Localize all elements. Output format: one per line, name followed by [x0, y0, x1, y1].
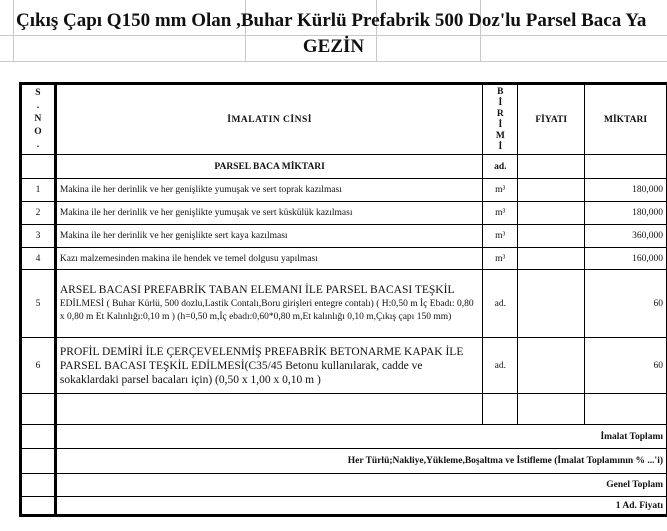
row-quantity: 60 — [585, 270, 667, 338]
table-row — [21, 270, 667, 338]
footer-adet-fiyati: 1 Ad. Fiyatı — [55, 497, 666, 516]
footer-row — [21, 425, 667, 449]
row-description: Makina ile her derinlik ve her genişlikte yumuşak ve sert küskülük kazılması — [55, 202, 482, 225]
footer-row — [21, 497, 667, 516]
table-header-row — [21, 84, 667, 155]
column-header-imalat: İMALATIN CİNSİ — [55, 84, 482, 155]
row-number: 2 — [21, 202, 56, 225]
footer-imalat-toplami: İmalat Toplamı — [55, 425, 666, 449]
document-title: Çıkış Çapı Q150 mm Olan ,Buhar Kürlü Prefabrik 500 Doz'lu Parsel Baca Ya — [16, 10, 647, 31]
row-number: 1 — [21, 179, 56, 202]
document-title-continued: GEZİN — [302, 36, 365, 57]
footer-row — [21, 474, 667, 497]
row-unit: m³ — [483, 179, 518, 202]
row-number: 3 — [21, 225, 56, 248]
row-quantity: 360,000 — [585, 225, 667, 248]
column-header-miktar: MİKTARI — [585, 84, 667, 155]
table-row — [21, 202, 667, 225]
footer-genel-toplam: Genel Toplam — [55, 474, 666, 497]
document-header — [0, 0, 667, 62]
column-header-birim: B İ R İ M İ — [483, 84, 518, 155]
subheader-row — [21, 155, 667, 179]
subheader-unit: ad. — [483, 155, 518, 179]
table-row-empty — [21, 394, 667, 425]
row-description-heading: ARSEL BACASI PREFABRİK TABAN ELEMANI İLE PARSEL BACASI TEŞKİL — [59, 284, 455, 296]
row-unit: m³ — [483, 225, 518, 248]
table-row — [21, 248, 667, 270]
cost-table — [19, 82, 667, 517]
row-price — [518, 248, 585, 270]
row-quantity: 60 — [585, 338, 667, 394]
row-price — [518, 270, 585, 338]
column-header-sno: S . N O . — [21, 84, 56, 155]
footer-row — [21, 449, 667, 474]
row-number: 6 — [21, 338, 56, 394]
row-description: Makina ile her derinlik ve her genişlikte sert kaya kazılması — [55, 225, 482, 248]
column-header-fiyat: FİYATI — [518, 84, 585, 155]
row-quantity: 180,000 — [585, 202, 667, 225]
row-unit: m³ — [483, 248, 518, 270]
subheader-title: PARSEL BACA MİKTARI — [55, 155, 482, 179]
grid-line — [0, 61, 667, 62]
row-unit: ad. — [483, 270, 518, 338]
row-price — [518, 202, 585, 225]
table-row — [21, 179, 667, 202]
row-number: 5 — [21, 270, 56, 338]
row-description — [55, 270, 482, 338]
row-quantity: 160,000 — [585, 248, 667, 270]
row-description: Kazı malzemesinden makina ile hendek ve temel dolgusu yapılması — [55, 248, 482, 270]
row-unit: ad. — [483, 338, 518, 394]
row-quantity: 180,000 — [585, 179, 667, 202]
row-price — [518, 338, 585, 394]
footer-nakliye: Her Türlü;Nakliye,Yükleme,Boşaltma ve İstifleme (İmalat Toplamının % ...'i) — [55, 449, 666, 474]
row-price — [518, 179, 585, 202]
row-description: Makina ile her derinlik ve her genişlikte yumuşak ve sert toprak kazılması — [55, 179, 482, 202]
row-description-body: EDİLMESİ ( Buhar Kürlü, 500 dozlu,Lastik Contalı,Boru girişleri entegre contalı) ( H:0,50 m İç Ebadı: 0,80 x 0,80 m Et Kalınlığı:0,10 m ) (h=0,50 m,İç ebadı:0,60*0,80 m,Et kalınlığı 0,10 m,Çıkış çapı 150 mm) — [59, 299, 474, 322]
table-row — [21, 225, 667, 248]
row-description: PROFİL DEMİRİ İLE ÇERÇEVELENMİŞ PREFABRİK BETONARME KAPAK İLE PARSEL BACASI TEŞKİL EDİLMESİ(C35/45 Betonu kullanılarak, cadde ve sokaklardaki parsel bacaları için) (0,50 x 1,00 x 0,10 m ) — [55, 338, 482, 394]
table-row — [21, 338, 667, 394]
row-price — [518, 225, 585, 248]
row-number: 4 — [21, 248, 56, 270]
row-unit: m³ — [483, 202, 518, 225]
